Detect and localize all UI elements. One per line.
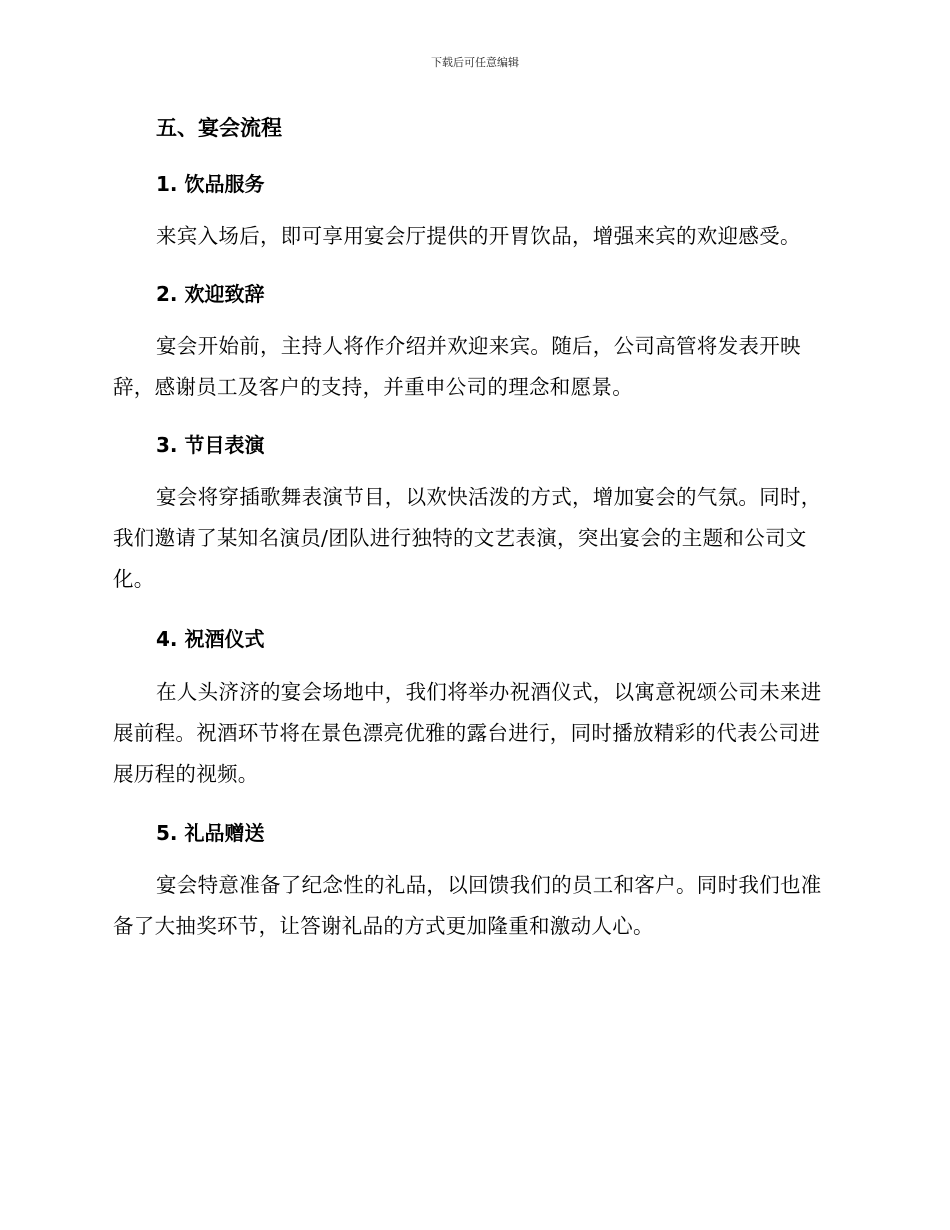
- heading-drink-service: 1. 饮品服务: [156, 172, 265, 196]
- paragraph-welcome-speech: 宴会开始前，主持人将作介绍并欢迎来宾。随后，公司高管将发表开映辞，感谢员工及客户的支持，并重申公司的理念和愿景。: [113, 334, 801, 399]
- paragraph-performance: 宴会将穿插歌舞表演节目，以欢快活泼的方式，增加宴会的气氛。同时，我们邀请了某知名演员/团队进行独特的文艺表演，突出宴会的主题和公司文化。: [113, 485, 822, 591]
- paragraph-gift-giving: 宴会特意准备了纪念性的礼品，以回馈我们的员工和客户。同时我们也准备了大抽奖环节，让答谢礼品的方式更加隆重和激动人心。: [113, 873, 822, 938]
- section-title: 五、宴会流程: [156, 116, 282, 140]
- page-header-note: 下载后可任意编辑: [431, 56, 519, 69]
- heading-performance: 3. 节目表演: [156, 433, 265, 457]
- heading-welcome-speech: 2. 欢迎致辞: [156, 282, 265, 306]
- paragraph-toast-ceremony: 在人头济济的宴会场地中，我们将举办祝酒仪式，以寓意祝颂公司未来进展前程。祝酒环节将在景色漂亮优雅的露台进行，同时播放精彩的代表公司进展历程的视频。: [113, 680, 822, 786]
- heading-toast-ceremony: 4. 祝酒仪式: [156, 627, 265, 651]
- paragraph-drink-service: 来宾入场后，即可享用宴会厅提供的开胃饮品，增强来宾的欢迎感受。: [156, 224, 801, 248]
- heading-gift-giving: 5. 礼品赠送: [156, 821, 265, 845]
